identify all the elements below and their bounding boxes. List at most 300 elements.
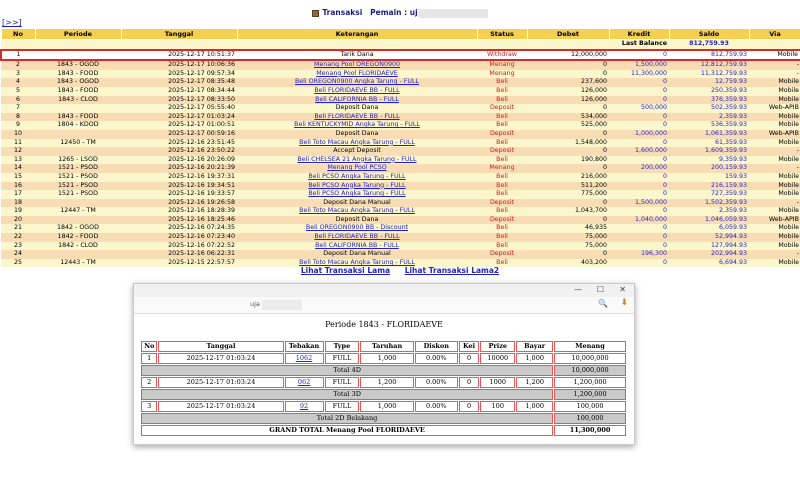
cell-ket	[237, 121, 477, 130]
page-title	[0, 8, 800, 18]
cell-debet: 0	[527, 250, 609, 259]
cell-periode: 1843 - FOOD	[35, 70, 121, 79]
cell-ket	[237, 233, 477, 242]
cell-kredit: 11,300,000	[609, 70, 669, 79]
cell-ket	[237, 70, 477, 79]
detail-cell-tebakan	[285, 353, 324, 364]
old-transactions2-link[interactable]: Lihat Transaksi Lama2	[404, 266, 500, 275]
cell-debet: 534,000	[527, 113, 609, 122]
cell-ket	[237, 164, 477, 173]
cell-status: Beli	[477, 242, 527, 251]
guess-link[interactable]: 1062	[295, 354, 313, 362]
cell-periode: 12443 - TM	[35, 259, 121, 268]
last-balance-label: Last Balance	[609, 40, 669, 50]
cell-no: 3	[1, 70, 35, 79]
detail-cell-type: FULL	[325, 353, 360, 364]
cell-ket: Tarik Dana	[237, 50, 477, 61]
last-balance-value: 812,759.93	[669, 40, 749, 50]
detail-cell-menang: 1,200,000	[554, 377, 626, 388]
cell-debet: 75,000	[527, 242, 609, 251]
detail-header	[141, 341, 626, 352]
cell-no: 22	[1, 233, 35, 242]
cell-ket	[237, 113, 477, 122]
row-description-link[interactable]: Beli FLORIDAEVE BB - FULL	[314, 233, 400, 241]
cell-kredit: 0	[609, 173, 669, 182]
detail-total-row	[141, 365, 626, 376]
row-description-link[interactable]: Beli Toto Macau Angka Tarung - FULL	[299, 138, 415, 146]
cell-periode: 1843 - FOOD	[35, 113, 121, 122]
row-description-link[interactable]: Beli KENTUCKYMID Angka Tarung - FULL	[294, 121, 420, 129]
minimize-icon[interactable]: —	[574, 285, 582, 294]
last-balance-row	[1, 40, 800, 50]
cell-kredit: 0	[609, 242, 669, 251]
cell-periode: 1843 - OGOD	[35, 60, 121, 70]
row-description-link[interactable]: Beli PCSO Angka Tarung - FULL	[308, 172, 406, 180]
cell-periode	[35, 250, 121, 259]
detail-cell-menang: 10,000,000	[554, 353, 626, 364]
cell-no: 15	[1, 173, 35, 182]
row-description-link[interactable]: Beli Toto Macau Angka Tarung - FULL	[299, 258, 415, 266]
cell-status: Beli	[477, 121, 527, 130]
cell-status: Deposit	[477, 250, 527, 259]
detail-cell-no: 1	[141, 353, 157, 364]
detail-cell-prize: 10000	[480, 353, 515, 364]
row-description-link[interactable]: Beli PCSO Angka Tarung - FULL	[308, 181, 406, 189]
cell-kredit: 0	[609, 224, 669, 233]
row-description-link[interactable]: Beli CALIFORNIA BB - FULL	[315, 95, 399, 103]
detail-cell-menang: 100,000	[554, 401, 626, 412]
cell-debet: 0	[527, 60, 609, 70]
title-text: Transaksi	[322, 8, 363, 17]
cell-no: 6	[1, 96, 35, 105]
col-header: Keterangan	[237, 29, 477, 40]
table-row	[1, 60, 800, 70]
detail-cell-diskon: 0.00%	[415, 377, 458, 388]
cell-via: Mobile	[749, 113, 800, 122]
detail-cell-taruhan: 1,000	[360, 401, 413, 412]
cell-no: 20	[1, 216, 35, 225]
cell-ket: Accept Deposit	[237, 147, 477, 156]
cell-kredit: 0	[609, 182, 669, 191]
table-header	[1, 29, 800, 40]
cell-saldo: 216,159.93	[669, 182, 749, 191]
redacted-url	[262, 300, 302, 310]
cell-periode: 12447 - TM	[35, 207, 121, 216]
cell-no: 16	[1, 182, 35, 191]
cell-via: -	[749, 199, 800, 208]
detail-col-header: Prize	[480, 341, 515, 352]
cell-saldo: 502,359.93	[669, 104, 749, 113]
cell-saldo: 202,994.93	[669, 250, 749, 259]
cell-via: -	[749, 70, 800, 79]
cell-kredit: 0	[609, 87, 669, 96]
cell-tanggal: 2025-12-16 07:22:52	[121, 242, 237, 251]
cell-kredit: 200,000	[609, 164, 669, 173]
row-description-link[interactable]: Beli PCSO Angka Tarung - FULL	[308, 190, 406, 198]
cell-debet: 75,000	[527, 233, 609, 242]
table-row	[1, 156, 800, 165]
cell-ket: Deposit Dana Manual	[237, 250, 477, 259]
detail-cell-bayar: 1,000	[516, 401, 553, 412]
row-description-link[interactable]: Beli OREGON0900 Angka Tarung - FULL	[294, 78, 420, 86]
cell-saldo: 52,994.93	[669, 233, 749, 242]
guess-link[interactable]: 062	[297, 378, 311, 386]
grand-total-row	[141, 425, 626, 436]
cell-tanggal: 2025-12-16 23:51:45	[121, 139, 237, 148]
detail-col-header: Tanggal	[158, 341, 283, 352]
row-description-link[interactable]: Menang Pool FLORIDAEVE	[316, 69, 398, 77]
cell-via: Mobile	[749, 224, 800, 233]
cell-periode	[35, 50, 121, 61]
cell-debet: 775,000	[527, 190, 609, 199]
cell-tanggal: 2025-12-17 10:51:37	[121, 50, 237, 61]
cell-tanggal: 2025-12-17 08:33:50	[121, 96, 237, 105]
cell-saldo: 727,359.93	[669, 190, 749, 199]
detail-cell-diskon: 0.00%	[415, 401, 458, 412]
cell-via: -	[749, 60, 800, 70]
cell-no: 2	[1, 60, 35, 70]
transaction-table	[0, 28, 800, 267]
total-value: 10,000,000	[554, 365, 626, 376]
row-description-link[interactable]: Beli Toto Macau Angka Tarung - FULL	[299, 207, 415, 215]
cell-via: Web-APIB	[749, 104, 800, 113]
col-header: Periode	[35, 29, 121, 40]
grand-total-label: GRAND TOTAL Menang Pool FLORIDAEVE	[141, 425, 553, 436]
cell-saldo: 12,759.93	[669, 78, 749, 87]
cell-status: Deposit	[477, 147, 527, 156]
cell-tanggal: 2025-12-17 01:03:24	[121, 113, 237, 122]
cell-no: 8	[1, 113, 35, 122]
cell-no: 19	[1, 207, 35, 216]
detail-cell-tebakan	[285, 377, 324, 388]
cell-ket: Deposit Dana	[237, 130, 477, 139]
cell-kredit: 0	[609, 233, 669, 242]
detail-cell-kei: 0	[459, 401, 480, 412]
cell-no: 24	[1, 250, 35, 259]
download-icon[interactable]: ⬇	[620, 298, 628, 308]
cell-debet: 0	[527, 104, 609, 113]
cell-via: Mobile	[749, 259, 800, 268]
cell-saldo: 812,759.93	[669, 50, 749, 61]
col-header: No	[1, 29, 35, 40]
cell-debet: 0	[527, 164, 609, 173]
cell-periode: 1804 - KDOD	[35, 121, 121, 130]
cell-kredit: 196,300	[609, 250, 669, 259]
cell-tanggal: 2025-12-16 23:50:22	[121, 147, 237, 156]
table-row	[1, 87, 800, 96]
table-row	[1, 199, 800, 208]
cell-ket	[237, 96, 477, 105]
cell-kredit: 0	[609, 50, 669, 61]
cell-status: Beli	[477, 173, 527, 182]
cell-tanggal: 2025-12-16 07:23:40	[121, 233, 237, 242]
detail-row	[141, 377, 626, 388]
cell-no: 1	[1, 50, 35, 61]
cell-kredit: 0	[609, 156, 669, 165]
zoom-icon[interactable]: 🔍	[598, 299, 608, 308]
cell-tanggal: 2025-12-16 20:26:09	[121, 156, 237, 165]
cell-no: 13	[1, 156, 35, 165]
table-row	[1, 70, 800, 79]
table-row	[1, 224, 800, 233]
player-label: Pemain : uj	[370, 8, 418, 17]
cell-kredit: 0	[609, 96, 669, 105]
detail-cell-prize: 100	[480, 401, 515, 412]
cell-debet: 511,200	[527, 182, 609, 191]
detail-cell-tanggal: 2025-12-17 01:03:24	[158, 353, 283, 364]
page-header	[0, 0, 800, 28]
detail-col-header: Diskon	[415, 341, 458, 352]
detail-total-row	[141, 389, 626, 400]
table-row	[1, 50, 800, 61]
cell-status: Beli	[477, 207, 527, 216]
cell-via: Mobile	[749, 139, 800, 148]
table-row	[1, 250, 800, 259]
cell-debet: 237,600	[527, 78, 609, 87]
cell-no: 7	[1, 104, 35, 113]
cell-kredit: 1,040,000	[609, 216, 669, 225]
cell-debet: 525,000	[527, 121, 609, 130]
cell-ket	[237, 224, 477, 233]
cell-periode: 1842 - FOOD	[35, 233, 121, 242]
cell-ket: Deposit Dana	[237, 216, 477, 225]
table-row	[1, 216, 800, 225]
cell-status: Beli	[477, 113, 527, 122]
cell-no: 12	[1, 147, 35, 156]
row-description-link[interactable]: Beli FLORIDAEVE BB - FULL	[314, 86, 400, 94]
cell-via: -	[749, 250, 800, 259]
cell-kredit: 1,500,000	[609, 199, 669, 208]
cell-via: Mobile	[749, 242, 800, 251]
cell-periode	[35, 199, 121, 208]
total-label: Total 2D Belakang	[141, 413, 553, 424]
popup-titlebar	[134, 284, 634, 297]
footer-links	[0, 266, 800, 275]
url-text: uja	[250, 300, 260, 308]
cell-kredit: 500,000	[609, 104, 669, 113]
cell-tanggal: 2025-12-17 09:57:34	[121, 70, 237, 79]
cell-status: Deposit	[477, 216, 527, 225]
detail-cell-bayar: 1,000	[516, 353, 553, 364]
cell-via: Mobile	[749, 233, 800, 242]
cell-ket	[237, 173, 477, 182]
cell-status: Deposit	[477, 104, 527, 113]
detail-cell-kei: 0	[459, 377, 480, 388]
popup-heading: Periode 1843 - FLORIDAEVE	[325, 320, 443, 329]
row-description-link[interactable]: Beli FLORIDAEVE BB - FULL	[314, 112, 400, 120]
cell-periode: 1521 - PSOD	[35, 182, 121, 191]
cell-debet: 126,000	[527, 87, 609, 96]
table-row	[1, 78, 800, 87]
detail-col-header: Bayar	[516, 341, 553, 352]
cell-kredit: 1,500,000	[609, 60, 669, 70]
cell-status: Beli	[477, 259, 527, 268]
cell-via: Mobile	[749, 50, 800, 61]
detail-cell-type: FULL	[325, 401, 360, 412]
cell-saldo: 6,059.93	[669, 224, 749, 233]
detail-cell-bayar: 1,200	[516, 377, 553, 388]
cell-kredit: 0	[609, 259, 669, 268]
cell-status: Beli	[477, 139, 527, 148]
guess-link[interactable]: 92	[299, 402, 309, 410]
cell-debet: 216,000	[527, 173, 609, 182]
cell-tanggal: 2025-12-16 19:26:58	[121, 199, 237, 208]
detail-col-header: Taruhan	[360, 341, 413, 352]
transaction-icon	[312, 10, 319, 17]
cell-status: Beli	[477, 156, 527, 165]
detail-cell-tebakan	[285, 401, 324, 412]
detail-col-header: Menang	[554, 341, 626, 352]
table-row	[1, 207, 800, 216]
cell-status: Beli	[477, 190, 527, 199]
cell-status: Beli	[477, 87, 527, 96]
cell-status: Menang	[477, 164, 527, 173]
maximize-icon[interactable]: ☐	[596, 285, 604, 294]
redacted-username	[418, 9, 488, 18]
cell-saldo: 376,359.93	[669, 96, 749, 105]
cell-status: Withdraw	[477, 50, 527, 61]
row-description-link[interactable]: Menang Pool OREGON0900	[313, 61, 401, 69]
cell-tanggal: 2025-12-16 18:28:39	[121, 207, 237, 216]
cell-debet: 0	[527, 199, 609, 208]
cell-status: Deposit	[477, 199, 527, 208]
row-description-link[interactable]: Beli OREGON0900 BB - Discount	[305, 224, 409, 232]
detail-cell-taruhan: 1,200	[360, 377, 413, 388]
cell-kredit: 0	[609, 78, 669, 87]
cell-debet: 0	[527, 130, 609, 139]
cell-tanggal: 2025-12-16 19:33:57	[121, 190, 237, 199]
table-row	[1, 113, 800, 122]
cell-no: 10	[1, 130, 35, 139]
detail-total-row	[141, 413, 626, 424]
cell-periode: 1842 - OGOD	[35, 224, 121, 233]
cell-no: 4	[1, 78, 35, 87]
cell-via: -	[749, 147, 800, 156]
col-header: Tanggal	[121, 29, 237, 40]
table-row	[1, 139, 800, 148]
cell-tanggal: 2025-12-16 20:21:39	[121, 164, 237, 173]
table-row	[1, 233, 800, 242]
cell-ket	[237, 139, 477, 148]
table-row	[1, 104, 800, 113]
detail-cell-no: 2	[141, 377, 157, 388]
cell-kredit: 0	[609, 190, 669, 199]
cell-kredit: 0	[609, 113, 669, 122]
cell-via: Mobile	[749, 78, 800, 87]
cell-debet: 0	[527, 70, 609, 79]
detail-popup-window	[133, 283, 635, 445]
cell-debet: 0	[527, 216, 609, 225]
detail-row	[141, 353, 626, 364]
cell-via: Web-APIB	[749, 216, 800, 225]
cell-saldo: 9,359.93	[669, 156, 749, 165]
detail-cell-type: FULL	[325, 377, 360, 388]
cell-saldo: 2,359.93	[669, 113, 749, 122]
detail-table	[140, 340, 627, 437]
close-icon[interactable]: ✕	[619, 285, 626, 294]
cell-no: 17	[1, 190, 35, 199]
detail-cell-prize: 1000	[480, 377, 515, 388]
cell-saldo: 12,812,759.93	[669, 60, 749, 70]
cell-ket	[237, 190, 477, 199]
expand-link[interactable]: [>>]	[2, 18, 22, 27]
popup-address-bar[interactable]	[134, 297, 634, 314]
total-value: 1,200,000	[554, 389, 626, 400]
cell-ket: Deposit Dana	[237, 104, 477, 113]
table-row	[1, 130, 800, 139]
cell-tanggal: 2025-12-16 07:24:35	[121, 224, 237, 233]
total-label: Total 3D	[141, 389, 553, 400]
cell-periode: 1521 - PSOD	[35, 164, 121, 173]
cell-via: Mobile	[749, 182, 800, 191]
cell-periode: 1521 - PSOD	[35, 173, 121, 182]
cell-tanggal: 2025-12-17 08:34:44	[121, 87, 237, 96]
cell-ket	[237, 182, 477, 191]
cell-tanggal: 2025-12-17 05:55:40	[121, 104, 237, 113]
detail-cell-kei: 0	[459, 353, 480, 364]
table-row	[1, 164, 800, 173]
col-header: Status	[477, 29, 527, 40]
cell-debet: 126,000	[527, 96, 609, 105]
cell-tanggal: 2025-12-16 06:22:31	[121, 250, 237, 259]
old-transactions-link[interactable]: Lihat Transaksi Lama	[300, 266, 391, 275]
table-row	[1, 182, 800, 191]
cell-kredit: 1,600,000	[609, 147, 669, 156]
cell-status: Beli	[477, 224, 527, 233]
cell-via: Mobile	[749, 121, 800, 130]
cell-tanggal: 2025-12-16 18:25:46	[121, 216, 237, 225]
cell-no: 5	[1, 87, 35, 96]
cell-via: -	[749, 164, 800, 173]
detail-col-header: Type	[325, 341, 360, 352]
table-row	[1, 242, 800, 251]
cell-status: Deposit	[477, 130, 527, 139]
col-header: Kredit	[609, 29, 669, 40]
cell-no: 11	[1, 139, 35, 148]
cell-tanggal: 2025-12-17 10:06:36	[121, 60, 237, 70]
cell-saldo: 127,994.93	[669, 242, 749, 251]
cell-saldo: 11,312,759.93	[669, 70, 749, 79]
cell-debet: 190,800	[527, 156, 609, 165]
cell-via: Mobile	[749, 173, 800, 182]
detail-col-header: Kei	[459, 341, 480, 352]
cell-periode	[35, 130, 121, 139]
cell-via: Mobile	[749, 87, 800, 96]
cell-periode	[35, 216, 121, 225]
row-description-link[interactable]: Beli CHELSEA 21 Angka Tarung - FULL	[297, 155, 417, 163]
cell-periode	[35, 147, 121, 156]
cell-saldo: 250,359.93	[669, 87, 749, 96]
detail-cell-tanggal: 2025-12-17 01:03:24	[158, 401, 283, 412]
cell-via: Mobile	[749, 190, 800, 199]
url-field[interactable]	[142, 300, 592, 310]
cell-saldo: 159.93	[669, 173, 749, 182]
row-description-link[interactable]: Beli CALIFORNIA BB - FULL	[315, 241, 399, 249]
cell-kredit: 0	[609, 121, 669, 130]
table-row	[1, 173, 800, 182]
col-header: Saldo	[669, 29, 749, 40]
cell-saldo: 1,502,359.93	[669, 199, 749, 208]
cell-tanggal: 2025-12-16 19:37:31	[121, 173, 237, 182]
grand-total-value: 11,300,000	[554, 425, 626, 436]
cell-status: Beli	[477, 182, 527, 191]
total-label: Total 4D	[141, 365, 553, 376]
row-description-link[interactable]: Menang Pool PCSO	[327, 164, 387, 172]
cell-ket	[237, 242, 477, 251]
cell-debet: 0	[527, 147, 609, 156]
cell-kredit: 1,000,000	[609, 130, 669, 139]
total-value: 100,000	[554, 413, 626, 424]
